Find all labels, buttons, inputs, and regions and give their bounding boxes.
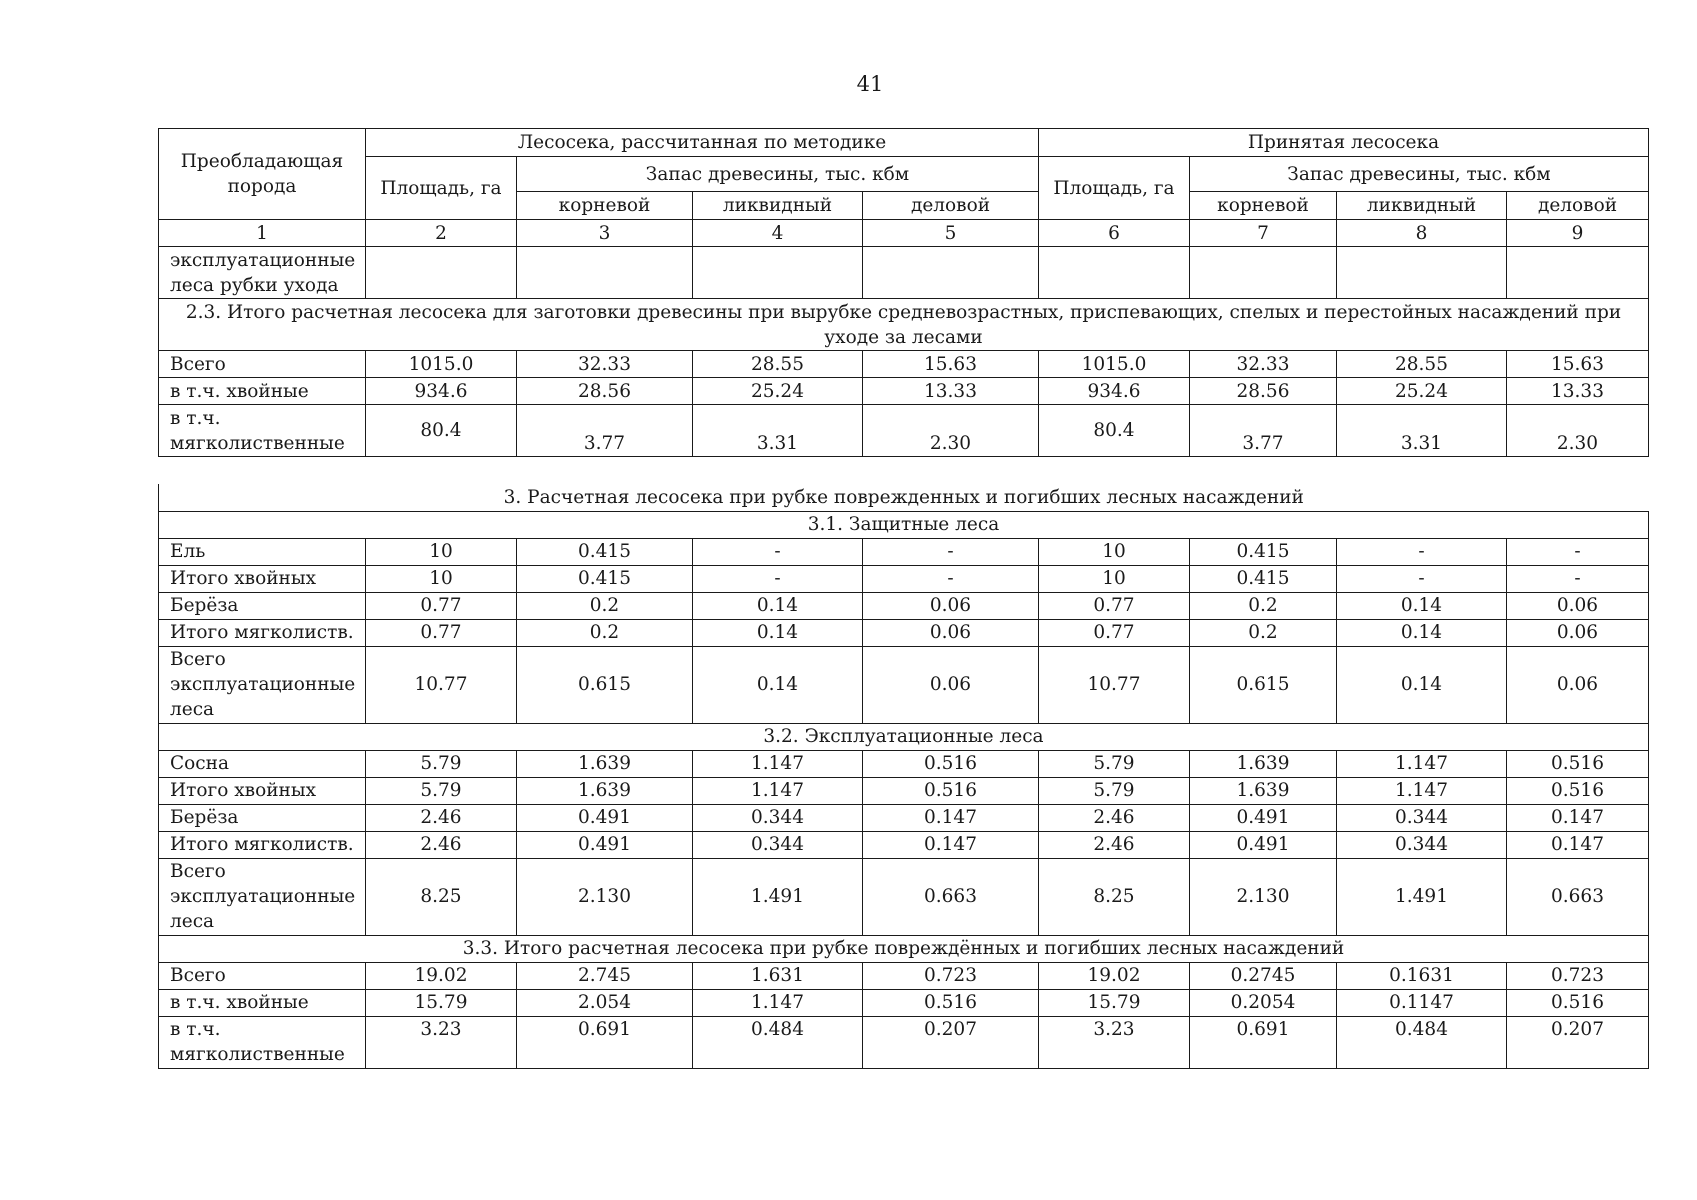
data-cell: 0.77 bbox=[366, 592, 517, 619]
col-number: 9 bbox=[1507, 220, 1649, 247]
data-cell: 10.77 bbox=[1039, 646, 1190, 723]
row-label: Итого хвойных bbox=[159, 777, 366, 804]
data-cell: 28.55 bbox=[1337, 351, 1507, 378]
data-cell: 0.06 bbox=[863, 619, 1039, 646]
data-cell: 0.344 bbox=[1337, 831, 1507, 858]
data-cell: 5.79 bbox=[1039, 750, 1190, 777]
data-cell: 28.56 bbox=[1190, 378, 1337, 405]
data-cell: 2.30 bbox=[863, 405, 1039, 457]
data-cell: 0.2054 bbox=[1190, 989, 1337, 1016]
data-cell: 0.491 bbox=[1190, 804, 1337, 831]
data-cell bbox=[1507, 247, 1649, 299]
header-calc-group: Лесосека, рассчитанная по методике bbox=[366, 129, 1039, 157]
data-cell: 13.33 bbox=[863, 378, 1039, 405]
data-cell: 0.344 bbox=[1337, 804, 1507, 831]
data-cell: 0.723 bbox=[1507, 962, 1649, 989]
data-cell: - bbox=[693, 538, 863, 565]
table-row bbox=[159, 378, 1649, 405]
data-cell: 0.484 bbox=[693, 1016, 863, 1068]
data-cell: - bbox=[693, 565, 863, 592]
row-label: Итого мягколиств. bbox=[159, 831, 366, 858]
table-row bbox=[159, 831, 1649, 858]
header-row-sub bbox=[159, 157, 1649, 192]
header-stock-accepted: Запас древесины, тыс. кбм bbox=[1190, 157, 1649, 192]
table-row bbox=[159, 592, 1649, 619]
data-cell: 1.147 bbox=[1337, 777, 1507, 804]
table-row bbox=[159, 619, 1649, 646]
col-number: 4 bbox=[693, 220, 863, 247]
data-cell: 1.147 bbox=[693, 750, 863, 777]
data-cell: 0.415 bbox=[517, 538, 693, 565]
data-cell: 0.147 bbox=[863, 804, 1039, 831]
data-cell: 0.207 bbox=[1507, 1016, 1649, 1068]
row-label: Всего эксплуатационные леса bbox=[159, 646, 366, 723]
data-cell: 80.4 bbox=[1039, 405, 1190, 457]
page-number: 41 bbox=[856, 72, 884, 96]
col-number: 3 bbox=[517, 220, 693, 247]
header-species: Преобладающая порода bbox=[159, 129, 366, 220]
col-number: 5 bbox=[863, 220, 1039, 247]
section-row bbox=[159, 299, 1649, 351]
data-cell: 10 bbox=[1039, 538, 1190, 565]
data-cell: 0.491 bbox=[517, 804, 693, 831]
data-cell: 0.691 bbox=[1190, 1016, 1337, 1068]
data-cell: 0.14 bbox=[1337, 592, 1507, 619]
data-cell: 0.147 bbox=[1507, 831, 1649, 858]
data-cell: 0.415 bbox=[1190, 538, 1337, 565]
data-cell: 3.31 bbox=[693, 405, 863, 457]
table-row bbox=[159, 858, 1649, 935]
data-cell: 5.79 bbox=[366, 777, 517, 804]
data-cell: 0.615 bbox=[517, 646, 693, 723]
table-row bbox=[159, 962, 1649, 989]
data-cell: 0.14 bbox=[1337, 646, 1507, 723]
row-label: Сосна bbox=[159, 750, 366, 777]
data-cell: 0.344 bbox=[693, 831, 863, 858]
data-cell: - bbox=[863, 538, 1039, 565]
data-cell: 5.79 bbox=[366, 750, 517, 777]
data-cell: 0.06 bbox=[863, 592, 1039, 619]
data-cell: 10.77 bbox=[366, 646, 517, 723]
data-cell: 0.516 bbox=[863, 750, 1039, 777]
data-cell: - bbox=[1507, 538, 1649, 565]
header-area-calc: Площадь, га bbox=[366, 157, 517, 220]
data-cell: 0.663 bbox=[1507, 858, 1649, 935]
data-cell: 10 bbox=[366, 538, 517, 565]
data-cell: 1.491 bbox=[693, 858, 863, 935]
header-commercial-calc: деловой bbox=[863, 192, 1039, 220]
data-cell: 15.79 bbox=[1039, 989, 1190, 1016]
data-cell: 2.054 bbox=[517, 989, 693, 1016]
data-cell: 19.02 bbox=[366, 962, 517, 989]
allowable-cut-table-damaged bbox=[158, 484, 1649, 1069]
row-label: эксплуатационные леса рубки ухода bbox=[159, 247, 366, 299]
data-cell: 0.06 bbox=[1507, 646, 1649, 723]
row-label: Всего bbox=[159, 351, 366, 378]
data-cell: 0.14 bbox=[693, 619, 863, 646]
data-cell: 32.33 bbox=[517, 351, 693, 378]
col-number: 8 bbox=[1337, 220, 1507, 247]
data-cell: 2.745 bbox=[517, 962, 693, 989]
data-cell: 25.24 bbox=[693, 378, 863, 405]
row-label: Берёза bbox=[159, 592, 366, 619]
data-cell: 2.130 bbox=[517, 858, 693, 935]
data-cell: 0.516 bbox=[1507, 750, 1649, 777]
row-label: Ель bbox=[159, 538, 366, 565]
data-cell: 0.491 bbox=[1190, 831, 1337, 858]
table-row bbox=[159, 351, 1649, 378]
data-cell: 2.46 bbox=[366, 831, 517, 858]
table-row bbox=[159, 565, 1649, 592]
col-number: 6 bbox=[1039, 220, 1190, 247]
row-label: в т.ч. мягколиственные bbox=[159, 405, 366, 457]
data-cell: 0.415 bbox=[1190, 565, 1337, 592]
data-cell: 0.484 bbox=[1337, 1016, 1507, 1068]
data-cell: 80.4 bbox=[366, 405, 517, 457]
row-label: Всего эксплуатационные леса bbox=[159, 858, 366, 935]
data-cell: 1.147 bbox=[1337, 750, 1507, 777]
row-label: в т.ч. хвойные bbox=[159, 989, 366, 1016]
data-cell: - bbox=[1337, 565, 1507, 592]
section-row bbox=[159, 484, 1649, 511]
header-stock-calc: Запас древесины, тыс. кбм bbox=[517, 157, 1039, 192]
data-cell: 0.516 bbox=[863, 989, 1039, 1016]
data-cell bbox=[517, 247, 693, 299]
table-row bbox=[159, 1016, 1649, 1068]
data-cell: - bbox=[1507, 565, 1649, 592]
header-row-groups bbox=[159, 129, 1649, 157]
table-row bbox=[159, 804, 1649, 831]
table-row bbox=[159, 405, 1649, 457]
data-cell: 1.639 bbox=[1190, 777, 1337, 804]
section-title-3-1: 3.1. Защитные леса bbox=[159, 511, 1649, 538]
data-cell: 0.77 bbox=[1039, 619, 1190, 646]
data-cell bbox=[863, 247, 1039, 299]
data-cell: 0.491 bbox=[517, 831, 693, 858]
section-row bbox=[159, 511, 1649, 538]
data-cell: 0.14 bbox=[1337, 619, 1507, 646]
data-cell: 0.663 bbox=[863, 858, 1039, 935]
header-liquid-calc: ликвидный bbox=[693, 192, 863, 220]
data-cell: 10 bbox=[1039, 565, 1190, 592]
data-cell: 15.63 bbox=[863, 351, 1039, 378]
data-cell: 0.516 bbox=[1507, 989, 1649, 1016]
data-cell: 0.691 bbox=[517, 1016, 693, 1068]
data-cell: 0.147 bbox=[1507, 804, 1649, 831]
data-cell bbox=[1039, 247, 1190, 299]
data-cell: 0.2 bbox=[517, 619, 693, 646]
data-cell bbox=[1190, 247, 1337, 299]
data-cell: 0.2 bbox=[517, 592, 693, 619]
data-cell bbox=[693, 247, 863, 299]
data-cell: 0.147 bbox=[863, 831, 1039, 858]
col-number: 7 bbox=[1190, 220, 1337, 247]
header-accepted-group: Принятая лесосека bbox=[1039, 129, 1649, 157]
data-cell: 8.25 bbox=[1039, 858, 1190, 935]
row-label: в т.ч. мягколиственные bbox=[159, 1016, 366, 1068]
data-cell: - bbox=[863, 565, 1039, 592]
data-cell: 0.06 bbox=[1507, 592, 1649, 619]
data-cell: 0.516 bbox=[863, 777, 1039, 804]
section-row bbox=[159, 723, 1649, 750]
data-cell: 1.147 bbox=[693, 777, 863, 804]
data-cell: 15.63 bbox=[1507, 351, 1649, 378]
col-number: 2 bbox=[366, 220, 517, 247]
data-cell: 3.31 bbox=[1337, 405, 1507, 457]
data-cell: 1.147 bbox=[693, 989, 863, 1016]
section-title-3-2: 3.2. Эксплуатационные леса bbox=[159, 723, 1649, 750]
header-area-accepted: Площадь, га bbox=[1039, 157, 1190, 220]
data-cell: 0.77 bbox=[366, 619, 517, 646]
data-cell bbox=[366, 247, 517, 299]
data-cell: 2.46 bbox=[1039, 831, 1190, 858]
data-cell: 28.55 bbox=[693, 351, 863, 378]
data-cell: 1.631 bbox=[693, 962, 863, 989]
data-cell: 1.639 bbox=[517, 750, 693, 777]
data-cell: 0.2 bbox=[1190, 592, 1337, 619]
table-row bbox=[159, 646, 1649, 723]
header-commercial-accepted: деловой bbox=[1507, 192, 1649, 220]
data-cell: 2.46 bbox=[1039, 804, 1190, 831]
table-row bbox=[159, 989, 1649, 1016]
data-cell: 13.33 bbox=[1507, 378, 1649, 405]
data-cell: 3.77 bbox=[517, 405, 693, 457]
table-row bbox=[159, 247, 1649, 299]
data-cell: 0.1147 bbox=[1337, 989, 1507, 1016]
data-cell: 2.30 bbox=[1507, 405, 1649, 457]
data-cell: 0.723 bbox=[863, 962, 1039, 989]
section-title-2-3: 2.3. Итого расчетная лесосека для заготовки древесины при вырубке средневозрастных, приспевающих, спелых и перестойных насаждений при уходе за лесами bbox=[159, 299, 1649, 351]
data-cell: 32.33 bbox=[1190, 351, 1337, 378]
data-cell: 2.46 bbox=[366, 804, 517, 831]
data-cell: 15.79 bbox=[366, 989, 517, 1016]
data-cell: 0.14 bbox=[693, 646, 863, 723]
col-number: 1 bbox=[159, 220, 366, 247]
data-cell: 0.2 bbox=[1190, 619, 1337, 646]
data-cell: 8.25 bbox=[366, 858, 517, 935]
data-cell: 1.639 bbox=[1190, 750, 1337, 777]
data-cell: 0.14 bbox=[693, 592, 863, 619]
row-label: Итого мягколиств. bbox=[159, 619, 366, 646]
data-cell: 3.23 bbox=[1039, 1016, 1190, 1068]
data-cell: 0.615 bbox=[1190, 646, 1337, 723]
data-cell: 0.1631 bbox=[1337, 962, 1507, 989]
data-cell: 3.77 bbox=[1190, 405, 1337, 457]
table-row bbox=[159, 538, 1649, 565]
row-label: Всего bbox=[159, 962, 366, 989]
data-cell: 0.06 bbox=[863, 646, 1039, 723]
data-cell: 0.344 bbox=[693, 804, 863, 831]
row-label: Берёза bbox=[159, 804, 366, 831]
section-title-3-3: 3.3. Итого расчетная лесосека при рубке повреждённых и погибших лесных насаждений bbox=[159, 935, 1649, 962]
allowable-cut-table-upper bbox=[158, 128, 1649, 457]
section-row bbox=[159, 935, 1649, 962]
section-title-3: 3. Расчетная лесосека при рубке поврежденных и погибших лесных насаждений bbox=[159, 484, 1649, 511]
data-cell: 1.639 bbox=[517, 777, 693, 804]
data-cell: 0.77 bbox=[1039, 592, 1190, 619]
data-cell: 934.6 bbox=[366, 378, 517, 405]
column-number-row bbox=[159, 220, 1649, 247]
data-cell: 0.415 bbox=[517, 565, 693, 592]
row-label: в т.ч. хвойные bbox=[159, 378, 366, 405]
data-cell: 3.23 bbox=[366, 1016, 517, 1068]
data-cell: 1.491 bbox=[1337, 858, 1507, 935]
data-cell: 0.207 bbox=[863, 1016, 1039, 1068]
data-cell: 934.6 bbox=[1039, 378, 1190, 405]
data-cell: 2.130 bbox=[1190, 858, 1337, 935]
data-cell: 25.24 bbox=[1337, 378, 1507, 405]
data-cell: - bbox=[1337, 538, 1507, 565]
row-label: Итого хвойных bbox=[159, 565, 366, 592]
table-row bbox=[159, 750, 1649, 777]
data-cell: 28.56 bbox=[517, 378, 693, 405]
data-cell: 5.79 bbox=[1039, 777, 1190, 804]
data-cell: 19.02 bbox=[1039, 962, 1190, 989]
data-cell: 0.06 bbox=[1507, 619, 1649, 646]
header-liquid-accepted: ликвидный bbox=[1337, 192, 1507, 220]
data-cell: 1015.0 bbox=[1039, 351, 1190, 378]
table-row bbox=[159, 777, 1649, 804]
header-root-accepted: корневой bbox=[1190, 192, 1337, 220]
data-cell: 0.516 bbox=[1507, 777, 1649, 804]
header-root-calc: корневой bbox=[517, 192, 693, 220]
data-cell: 0.2745 bbox=[1190, 962, 1337, 989]
data-cell: 1015.0 bbox=[366, 351, 517, 378]
data-cell: 10 bbox=[366, 565, 517, 592]
data-cell bbox=[1337, 247, 1507, 299]
